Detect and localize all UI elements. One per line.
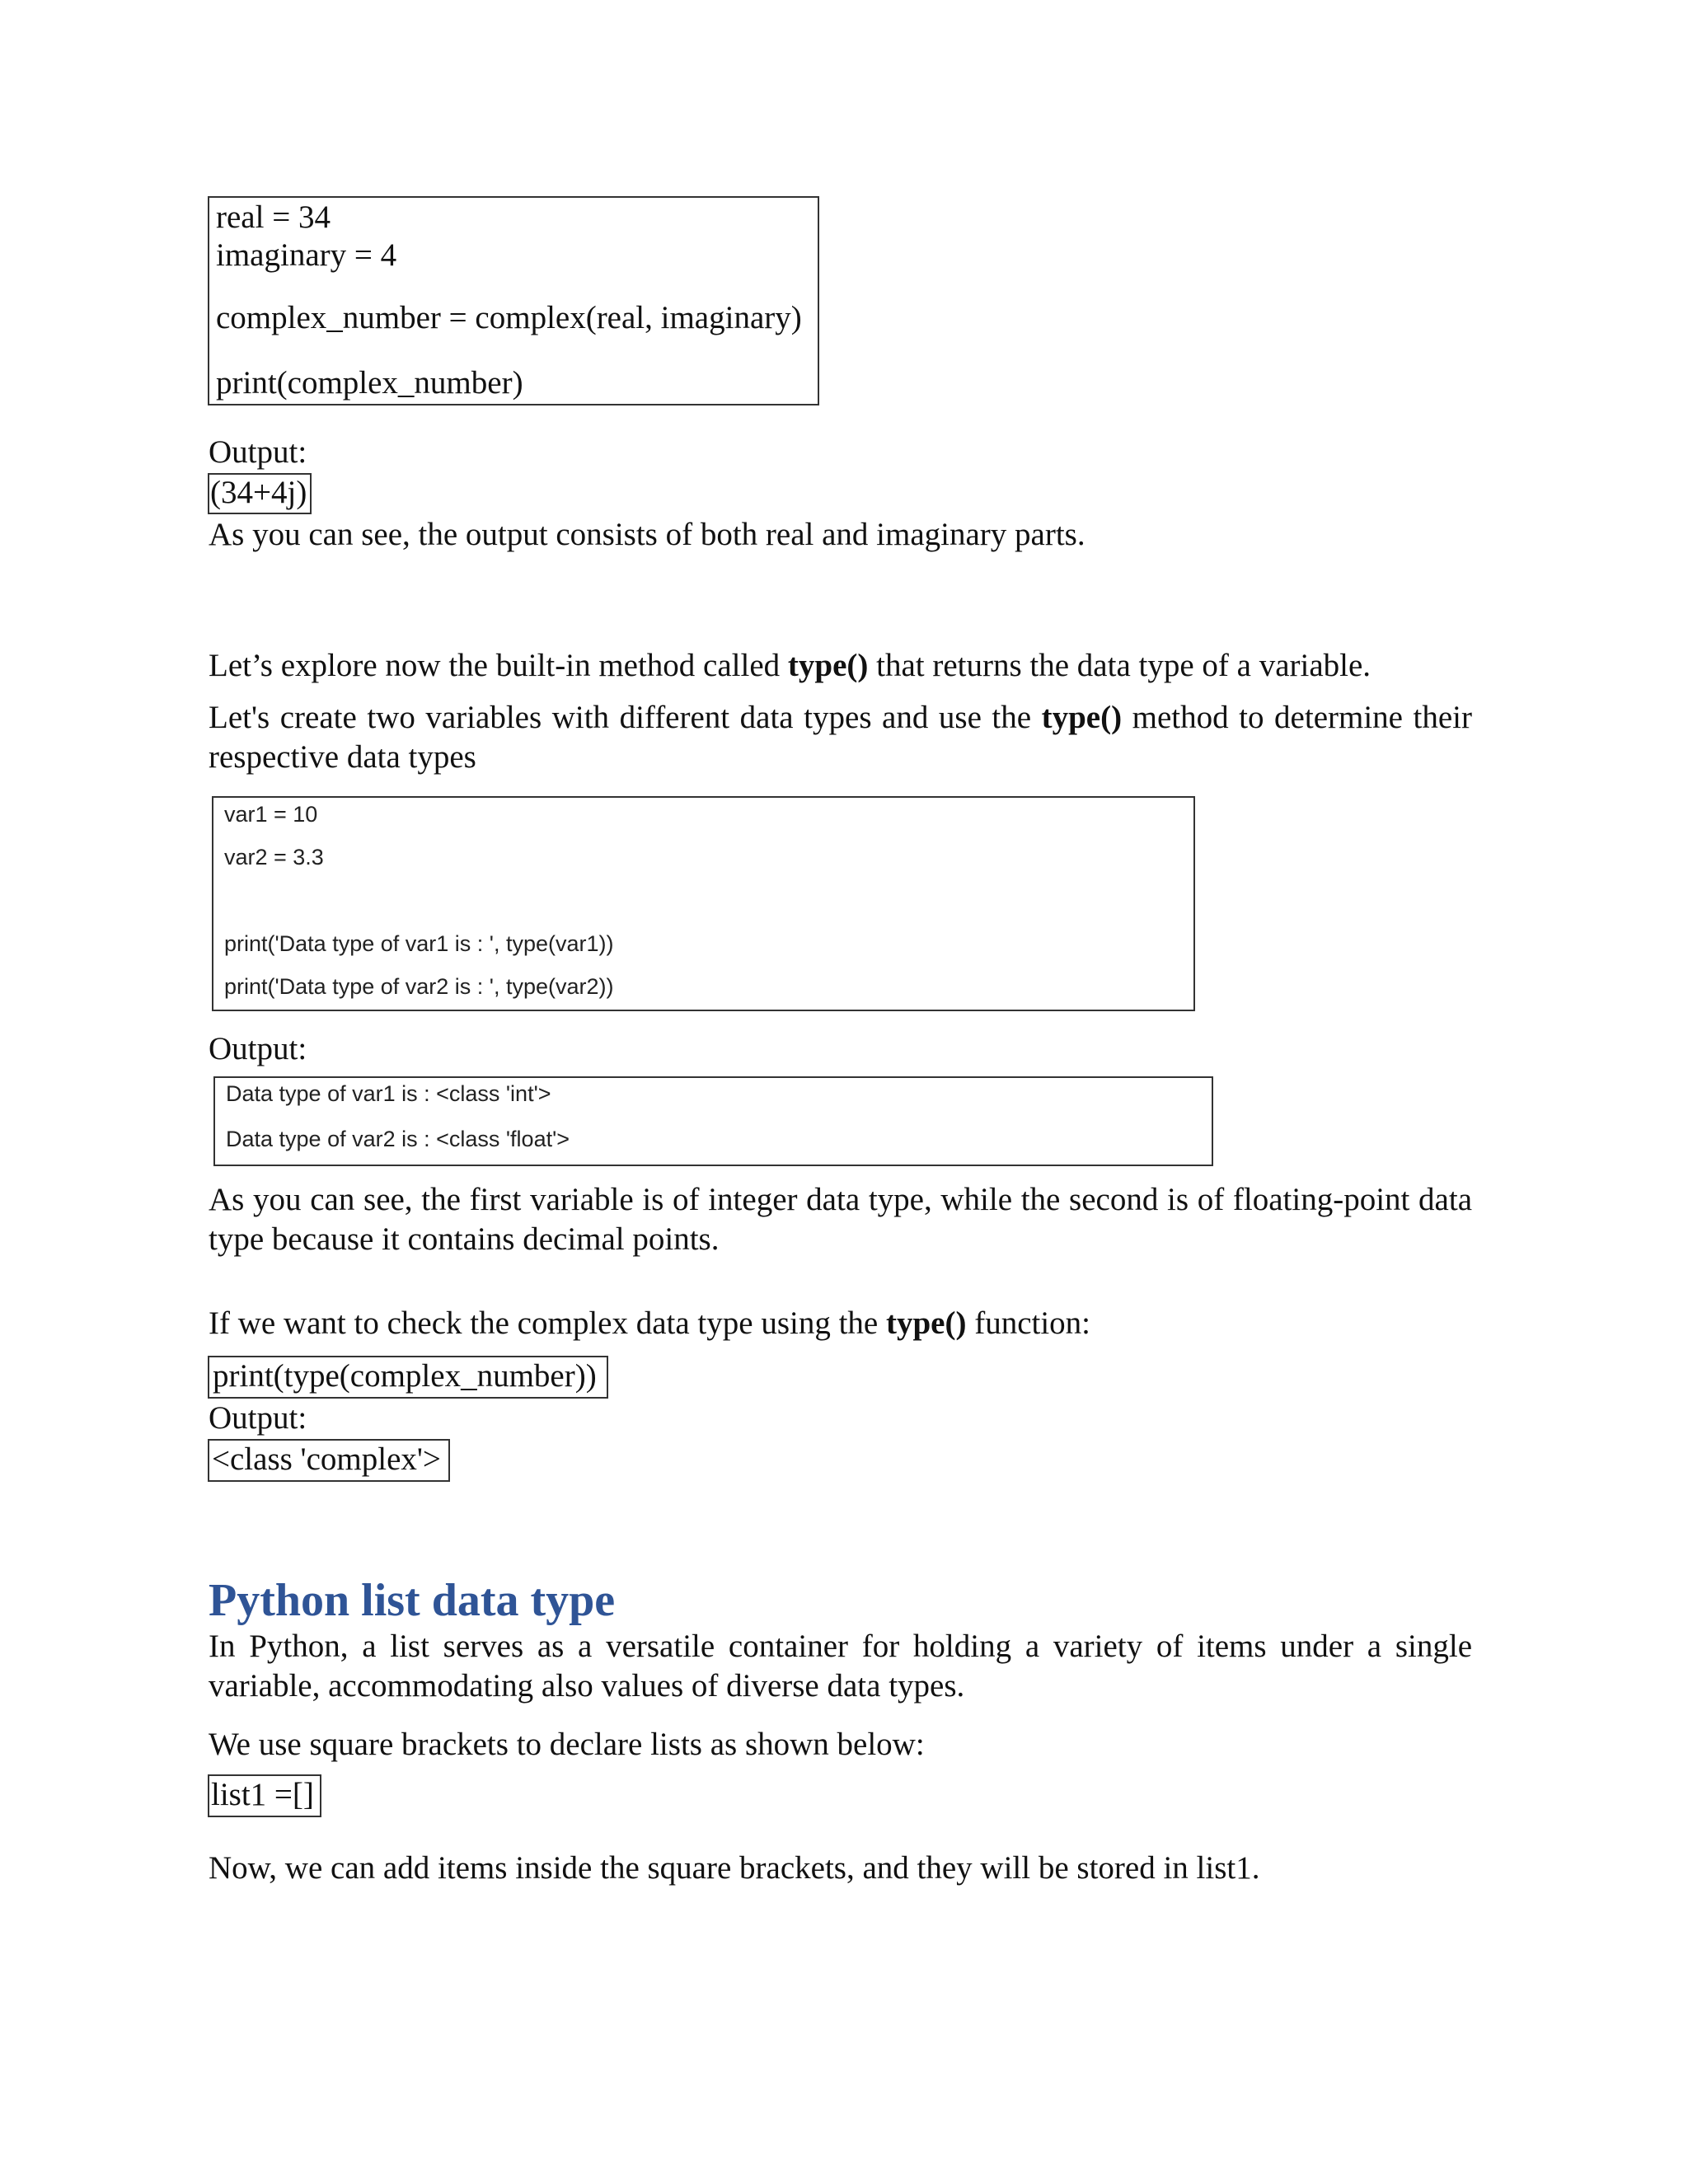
output-label: Output: (209, 1031, 307, 1066)
inline-code-type: type() (1041, 700, 1123, 735)
output-value: (34+4j) (210, 475, 307, 510)
paragraph-text: In Python, a list serves as a versatile container for holding a variety of items under a single variable, accommodating also values of diverse data types. (209, 1629, 1472, 1704)
paragraph-complex-type-check (209, 1304, 1472, 1343)
section-heading: Python list data type (209, 1575, 616, 1626)
code-line-print-type: print(type(complex_number)) (213, 1358, 597, 1394)
code-line-print: print(complex_number) (216, 365, 523, 401)
paragraph-text: Let’s explore now the built-in method called (209, 648, 788, 683)
output-label: Output: (209, 434, 307, 470)
inline-code-type: type() (787, 648, 869, 683)
code-line-print-var2: print('Data type of var2 is : ', type(var2)) (224, 974, 614, 999)
paragraph-output-explanation: As you can see, the output consists of both real and imaginary parts. (209, 517, 1085, 552)
code-line-var2: var2 = 3.3 (224, 845, 324, 869)
output-line-var2: Data type of var2 is : <class 'float'> (226, 1127, 570, 1151)
paragraph-text: method to determine their respective data types (209, 700, 1472, 775)
output-value: <class 'complex'> (212, 1441, 441, 1477)
output-line-var1: Data type of var1 is : <class 'int'> (226, 1081, 551, 1106)
code-line-imaginary: imaginary = 4 (216, 237, 397, 273)
code-line-real: real = 34 (216, 199, 331, 235)
code-line-var1: var1 = 10 (224, 802, 318, 827)
paragraph-create-variables (209, 698, 1472, 777)
code-line-print-var1: print('Data type of var1 is : ', type(var1)) (224, 931, 614, 956)
paragraph-square-brackets: We use square brackets to declare lists as shown below: (209, 1727, 925, 1762)
output-label: Output: (209, 1400, 307, 1436)
paragraph-text: that returns the data type of a variable. (868, 648, 1372, 683)
paragraph-text: function: (966, 1305, 1091, 1341)
paragraph-list-intro (209, 1627, 1472, 1706)
paragraph-type-intro (209, 646, 1472, 686)
paragraph-text: If we want to check the complex data type using the (209, 1305, 886, 1341)
code-line-list1: list1 =[] (211, 1777, 314, 1812)
paragraph-type-explanation (209, 1180, 1472, 1259)
paragraph-add-items: Now, we can add items inside the square brackets, and they will be stored in list1. (209, 1850, 1260, 1886)
paragraph-text: As you can see, the first variable is of integer data type, while the second is of floating-point data type because it contains decimal points. (209, 1182, 1472, 1257)
code-line-complex-number: complex_number = complex(real, imaginary) (216, 300, 802, 335)
inline-code-type: type() (885, 1305, 967, 1341)
paragraph-text: Let's create two variables with different data types and use the (209, 700, 1042, 735)
